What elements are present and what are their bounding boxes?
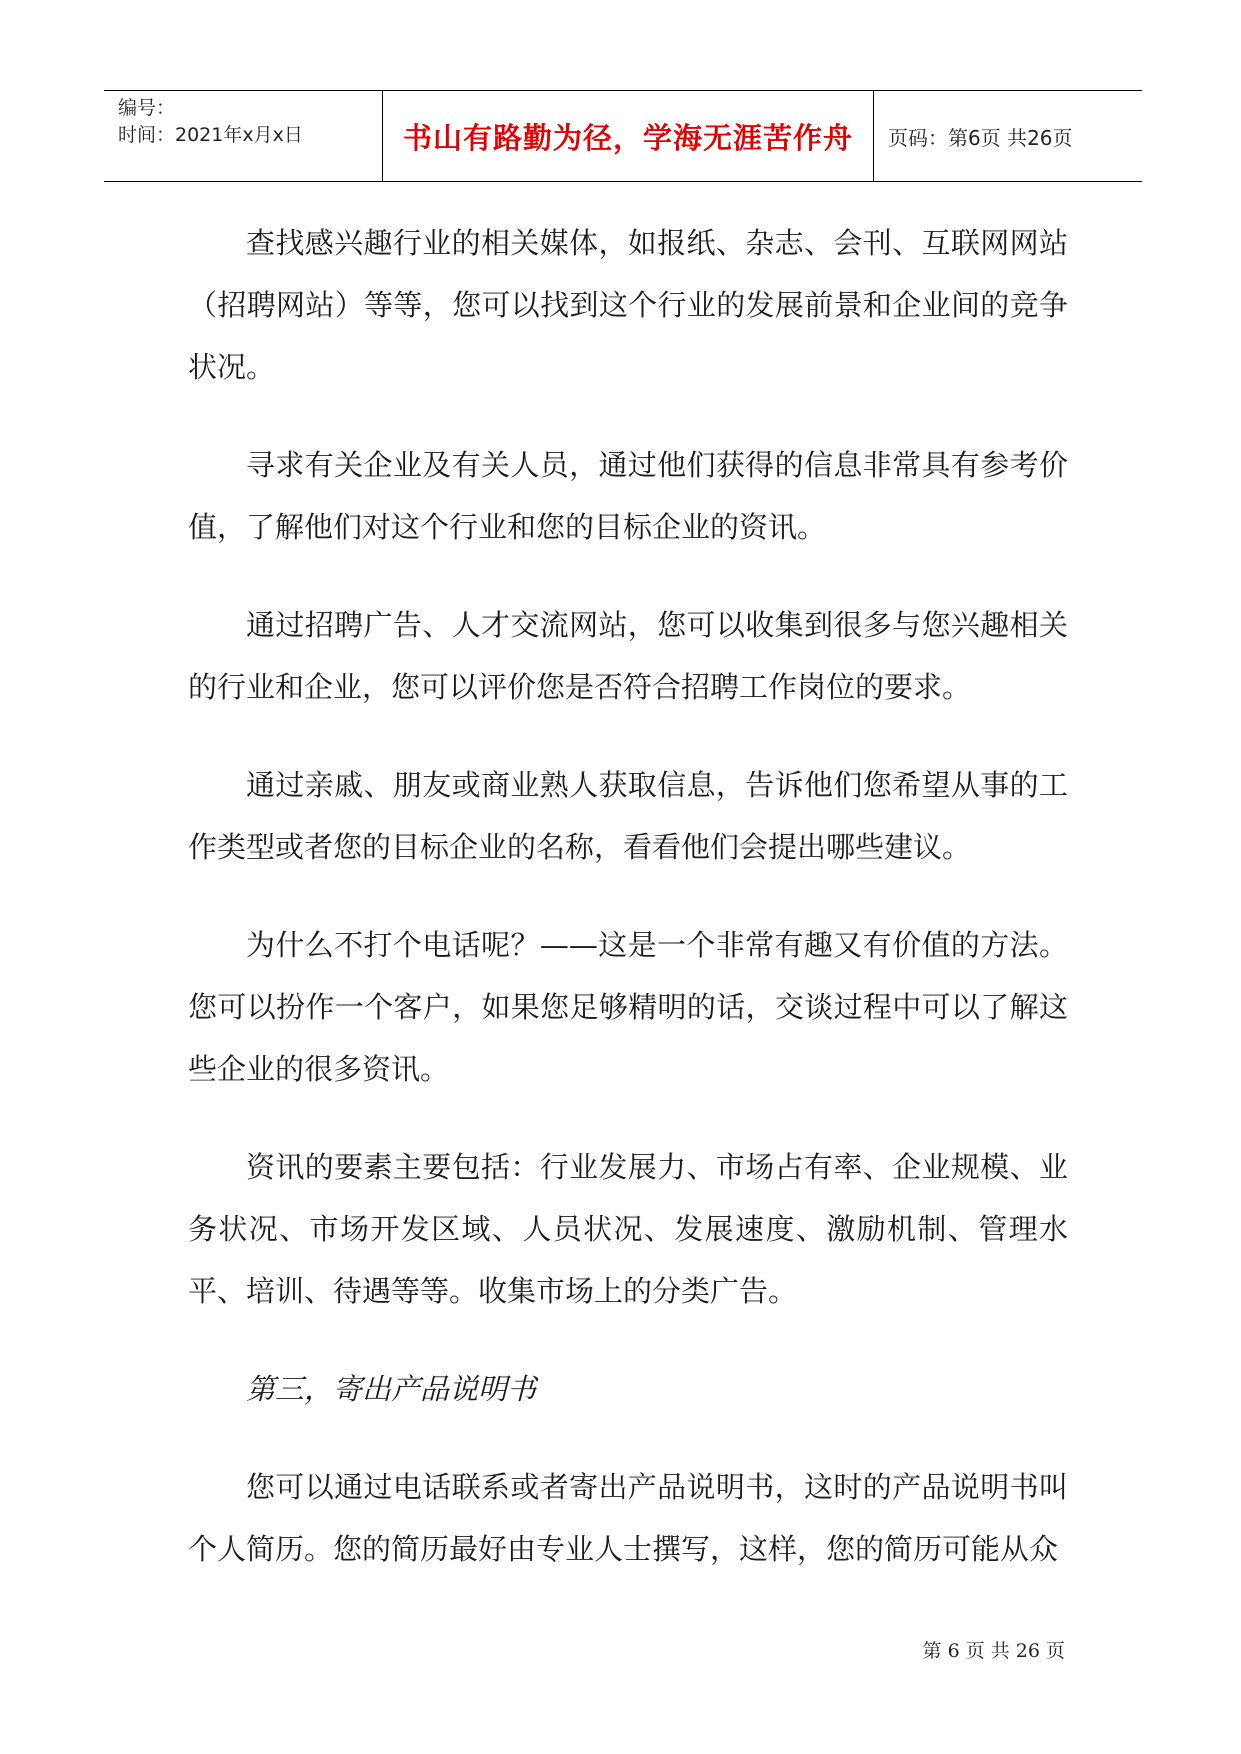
page-header [104, 90, 1142, 182]
paragraph: 您可以通过电话联系或者寄出产品说明书，这时的产品说明书叫个人简历。您的简历最好由专业人士撰写，这样，您的简历可能从众 [188, 1470, 1068, 1566]
document-time-label: 时间：2021年x月x日 [118, 124, 303, 146]
header-motto: 书山有路勤为径，学海无涯苦作舟 [383, 91, 874, 181]
document-number-label: 编号： [118, 97, 176, 119]
header-page-label: 页码：第6页 共26页 [888, 125, 1073, 150]
document-body [188, 212, 1068, 1616]
section-heading: 第三，寄出产品说明书 [246, 1372, 537, 1406]
paragraph: 通过亲戚、朋友或商业熟人获取信息，告诉他们您希望从事的工作类型或者您的目标企业的名称，看看他们会提出哪些建议。 [188, 768, 1068, 864]
paragraph: 为什么不打个电话呢？——这是一个非常有趣又有价值的方法。您可以扮作一个客户，如果您足够精明的话，交谈过程中可以了解这些企业的很多资讯。 [188, 928, 1068, 1086]
paragraph: 通过招聘广告、人才交流网站，您可以收集到很多与您兴趣相关的行业和企业，您可以评价您是否符合招聘工作岗位的要求。 [188, 608, 1068, 704]
paragraph: 资讯的要素主要包括：行业发展力、市场占有率、企业规模、业务状况、市场开发区域、人员状况、发展速度、激励机制、管理水平、培训、待遇等等。收集市场上的分类广告。 [188, 1150, 1068, 1308]
page-footer: 第 6 页 共 26 页 [922, 1640, 1065, 1662]
paragraph: 寻求有关企业及有关人员，通过他们获得的信息非常具有参考价值，了解他们对这个行业和您的目标企业的资讯。 [188, 448, 1068, 544]
paragraph: 查找感兴趣行业的相关媒体，如报纸、杂志、会刊、互联网网站（招聘网站）等等，您可以找到这个行业的发展前景和企业间的竞争状况。 [188, 226, 1068, 384]
header-meta-cell [104, 91, 383, 181]
